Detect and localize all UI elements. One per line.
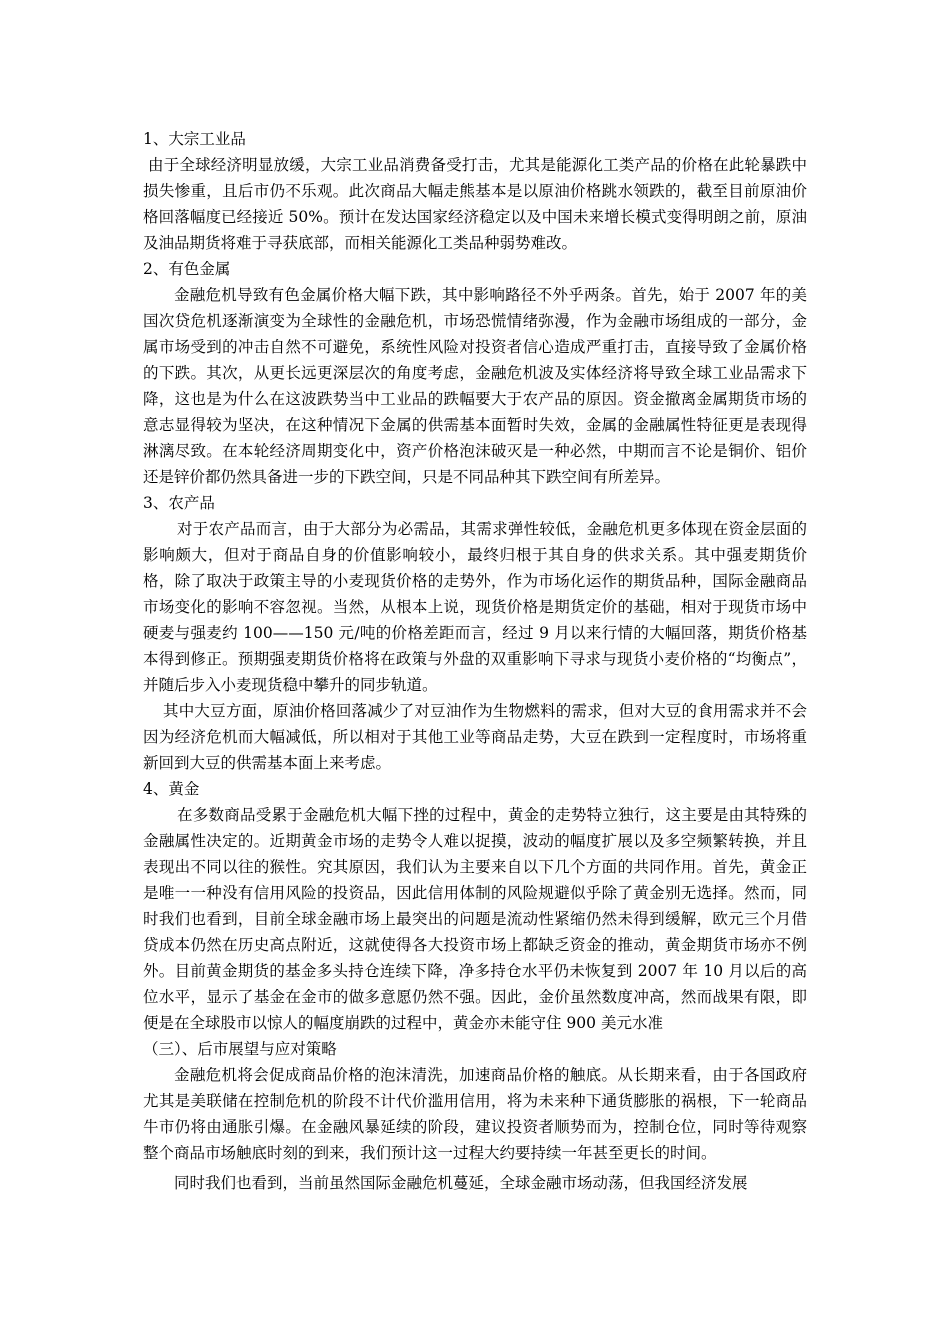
document-page (143, 126, 807, 1196)
section-heading-nonferrous-metals: 2、有色金属 (143, 260, 231, 278)
paragraph-outlook-continued: 同时我们也看到，当前虽然国际金融危机蔓延，全球金融市场动荡，但我国经济发展 (174, 1174, 748, 1192)
section-heading-agricultural: 3、农产品 (143, 494, 215, 512)
paragraph-nonferrous-metals: 金融危机导致有色金属价格大幅下跌，其中影响路径不外乎两条。首先，始于 2007 年的美国次贷危机逐渐演变为全球性的金融危机，市场恐慌情绪弥漫，作为金融市场组成的一部分，金属市场受到的冲击自然不可避免，系统性风险对投资者信心造成严重打击，直接导致了金属价格的下跌。其次，从更长远更深层次的角度考虑，金融危机波及实体经济将导致全球工业品需求下降，这也是为什么在这波跌势当中工业品的跌幅要大于农产品的原因。资金撤离金属期货市场的意志显得较为坚决，在这种情况下金属的供需基本面暂时失效，金属的金融属性特征更是表现得淋漓尽致。在本轮经济周期变化中，资产价格泡沫破灭是一种必然，中期而言不论是铜价、铝价还是锌价都仍然具备进一步的下跌空间，只是不同品种其下跌空间有所差异。 (143, 286, 807, 486)
paragraph-outlook: 金融危机将会促成商品价格的泡沫清洗，加速商品价格的触底。从长期来看，由于各国政府尤其是美联储在控制危机的阶段不计代价滥用信用，将为未来种下通货膨胀的祸根，下一轮商品牛市仍将由通胀引爆。在金融风暴延续的阶段，建议投资者顺势而为，控制仓位，同时等待观察整个商品市场触底时刻的到来，我们预计这一过程大约要持续一年甚至更长的时间。 (143, 1066, 807, 1162)
paragraph-bulk-industrial: 由于全球经济明显放缓，大宗工业品消费备受打击，尤其是能源化工类产品的价格在此轮暴跌中损失惨重，且后市仍不乐观。此次商品大幅走熊基本是以原油价格跳水领跌的，截至目前原油价格回落幅度已经接近 50%。预计在发达国家经济稳定以及中国未来增长模式变得明朗之前，原油及油品期货将难于寻获底部，而相关能源化工类品种弱势难改。 (143, 156, 807, 252)
section-heading-bulk-industrial: 1、大宗工业品 (143, 130, 246, 148)
paragraph-agricultural-wheat: 对于农产品而言，由于大部分为必需品，其需求弹性较低，金融危机更多体现在资金层面的影响颇大，但对于商品自身的价值影响较小，最终归根于其自身的供求关系。其中强麦期货价格，除了取决于政策主导的小麦现货价格的走势外，作为市场化运作的期货品种，国际金融商品市场变化的影响不容忽视。当然，从根本上说，现货价格是期货定价的基础，相对于现货市场中硬麦与强麦约 100——150 元/吨的价格差距而言，经过 9 月以来行情的大幅回落，期货价格基本得到修正。预期强麦期货价格将在政策与外盘的双重影响下寻求与现货小麦价格的“均衡点”，并随后步入小麦现货稳中攀升的同步轨道。 (143, 520, 807, 694)
paragraph-agricultural-soybean: 其中大豆方面，原油价格回落减少了对豆油作为生物燃料的需求，但对大豆的食用需求并不会因为经济危机而大幅减低，所以相对于其他工业等商品走势，大豆在跌到一定程度时，市场将重新回到大豆的供需基本面上来考虑。 (143, 702, 807, 772)
section-heading-gold: 4、黄金 (143, 780, 200, 798)
paragraph-gold: 在多数商品受累于金融危机大幅下挫的过程中，黄金的走势特立独行，这主要是由其特殊的金融属性决定的。近期黄金市场的走势令人难以捉摸，波动的幅度扩展以及多空频繁转换，并且表现出不同以往的猴性。究其原因，我们认为主要来自以下几个方面的共同作用。首先，黄金正是唯一一种没有信用风险的投资品，因此信用体制的风险规避似乎除了黄金别无选择。然而，同时我们也看到，目前全球金融市场上最突出的问题是流动性紧缩仍然未得到缓解，欧元三个月借贷成本仍然在历史高点附近，这就使得各大投资市场上都缺乏资金的推动，黄金期货市场亦不例外。目前黄金期货的基金多头持仓连续下降，净多持仓水平仍未恢复到 2007 年 10 月以后的高位水平，显示了基金在金市的做多意愿仍然不强。因此，金价虽然数度冲高，然而战果有限，即便是在全球股市以惊人的幅度崩跌的过程中，黄金亦未能守住 900 美元水准 (143, 806, 807, 1032)
section-heading-outlook: （三）、后市展望与应对策略 (143, 1040, 337, 1058)
